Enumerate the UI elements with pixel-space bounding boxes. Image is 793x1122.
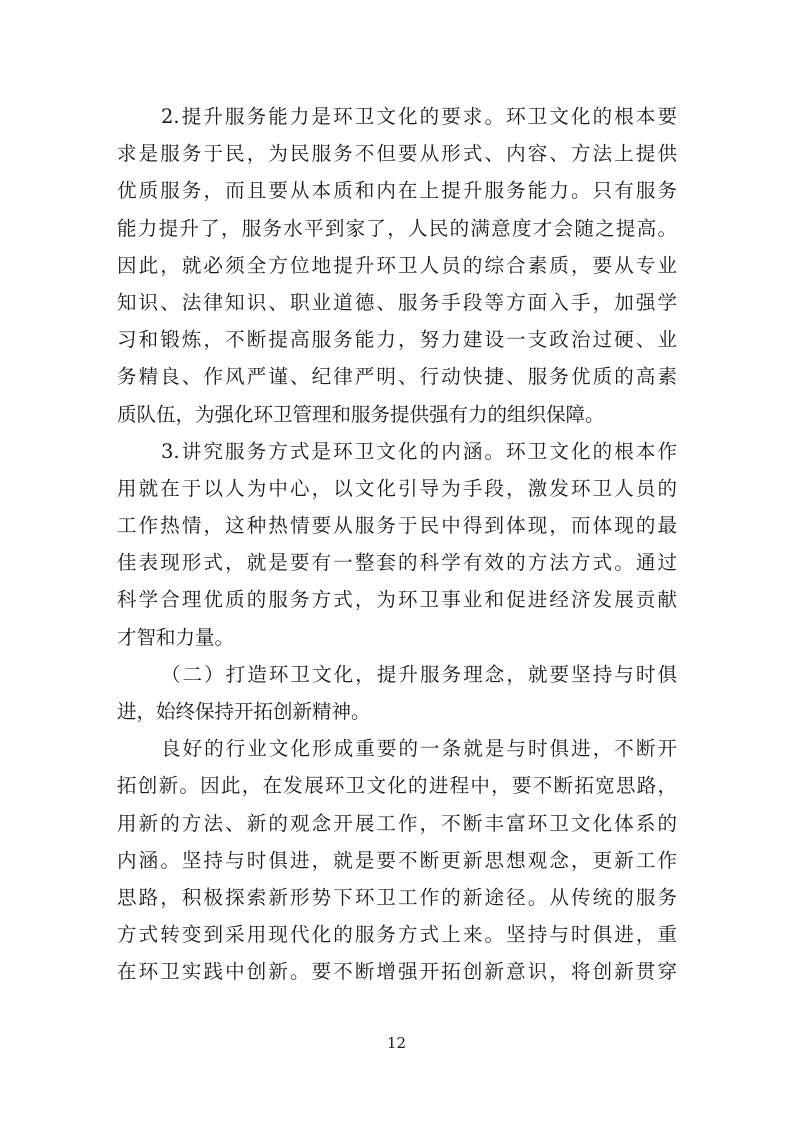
text-line: 拓创新。因此，在发展环卫文化的进程中，要不断拓宽思路，	[117, 774, 677, 798]
text-line: 质队伍，为强化环卫管理和服务提供强有力的组织保障。	[117, 402, 605, 426]
text-line: 才智和力量。	[117, 625, 235, 649]
body-text	[117, 98, 677, 991]
text-line: （二）打造环卫文化，提升服务理念，就要坚持与时俱	[161, 662, 677, 686]
text-line: 内涵。坚持与时俱进，就是要不断更新思想观念，更新工作	[117, 848, 677, 872]
text-line: 佳表现形式，就是要有一整套的科学有效的方法方式。通过	[117, 551, 677, 575]
text-line: 知识、法律知识、职业道德、服务手段等方面入手，加强学	[117, 290, 677, 314]
page-number: 12	[386, 1034, 407, 1052]
text-line: 3.讲究服务方式是环卫文化的内涵。环卫文化的根本作	[161, 439, 677, 463]
text-line: 科学合理优质的服务方式，为环卫事业和促进经济发展贡献	[117, 588, 677, 612]
text-line: 用新的方法、新的观念开展工作，不断丰富环卫文化体系的	[117, 811, 677, 835]
text-line: 习和锻炼，不断提高服务能力，努力建设一支政治过硬、业	[117, 328, 677, 352]
text-line: 能力提升了，服务水平到家了，人民的满意度才会随之提高。	[117, 216, 677, 240]
text-line: 方式转变到采用现代化的服务方式上来。坚持与时俱进，重	[117, 923, 677, 947]
text-line: 2.提升服务能力是环卫文化的要求。环卫文化的根本要	[161, 105, 677, 128]
text-line: 思路，积极探索新形势下环卫工作的新途径。从传统的服务	[117, 885, 677, 909]
text-line: 务精良、作风严谨、纪律严明、行动快捷、服务优质的高素	[117, 365, 677, 389]
text-line: 用就在于以人为中心，以文化引导为手段，激发环卫人员的	[117, 476, 677, 500]
text-line: 良好的行业文化形成重要的一条就是与时俱进，不断开	[161, 737, 677, 761]
text-line: 在环卫实践中创新。要不断增强开拓创新意识，将创新贯穿	[117, 960, 677, 984]
text-line: 优质服务，而且要从本质和内在上提升服务能力。只有服务	[117, 179, 677, 203]
text-line: 因此，就必须全方位地提升环卫人员的综合素质，要从专业	[117, 253, 677, 277]
text-line: 工作热情，这种热情要从服务于民中得到体现，而体现的最	[117, 514, 677, 538]
text-line: 求是服务于民，为民服务不但要从形式、内容、方法上提供	[117, 142, 677, 166]
text-line: 进，始终保持开拓创新精神。	[117, 700, 371, 723]
